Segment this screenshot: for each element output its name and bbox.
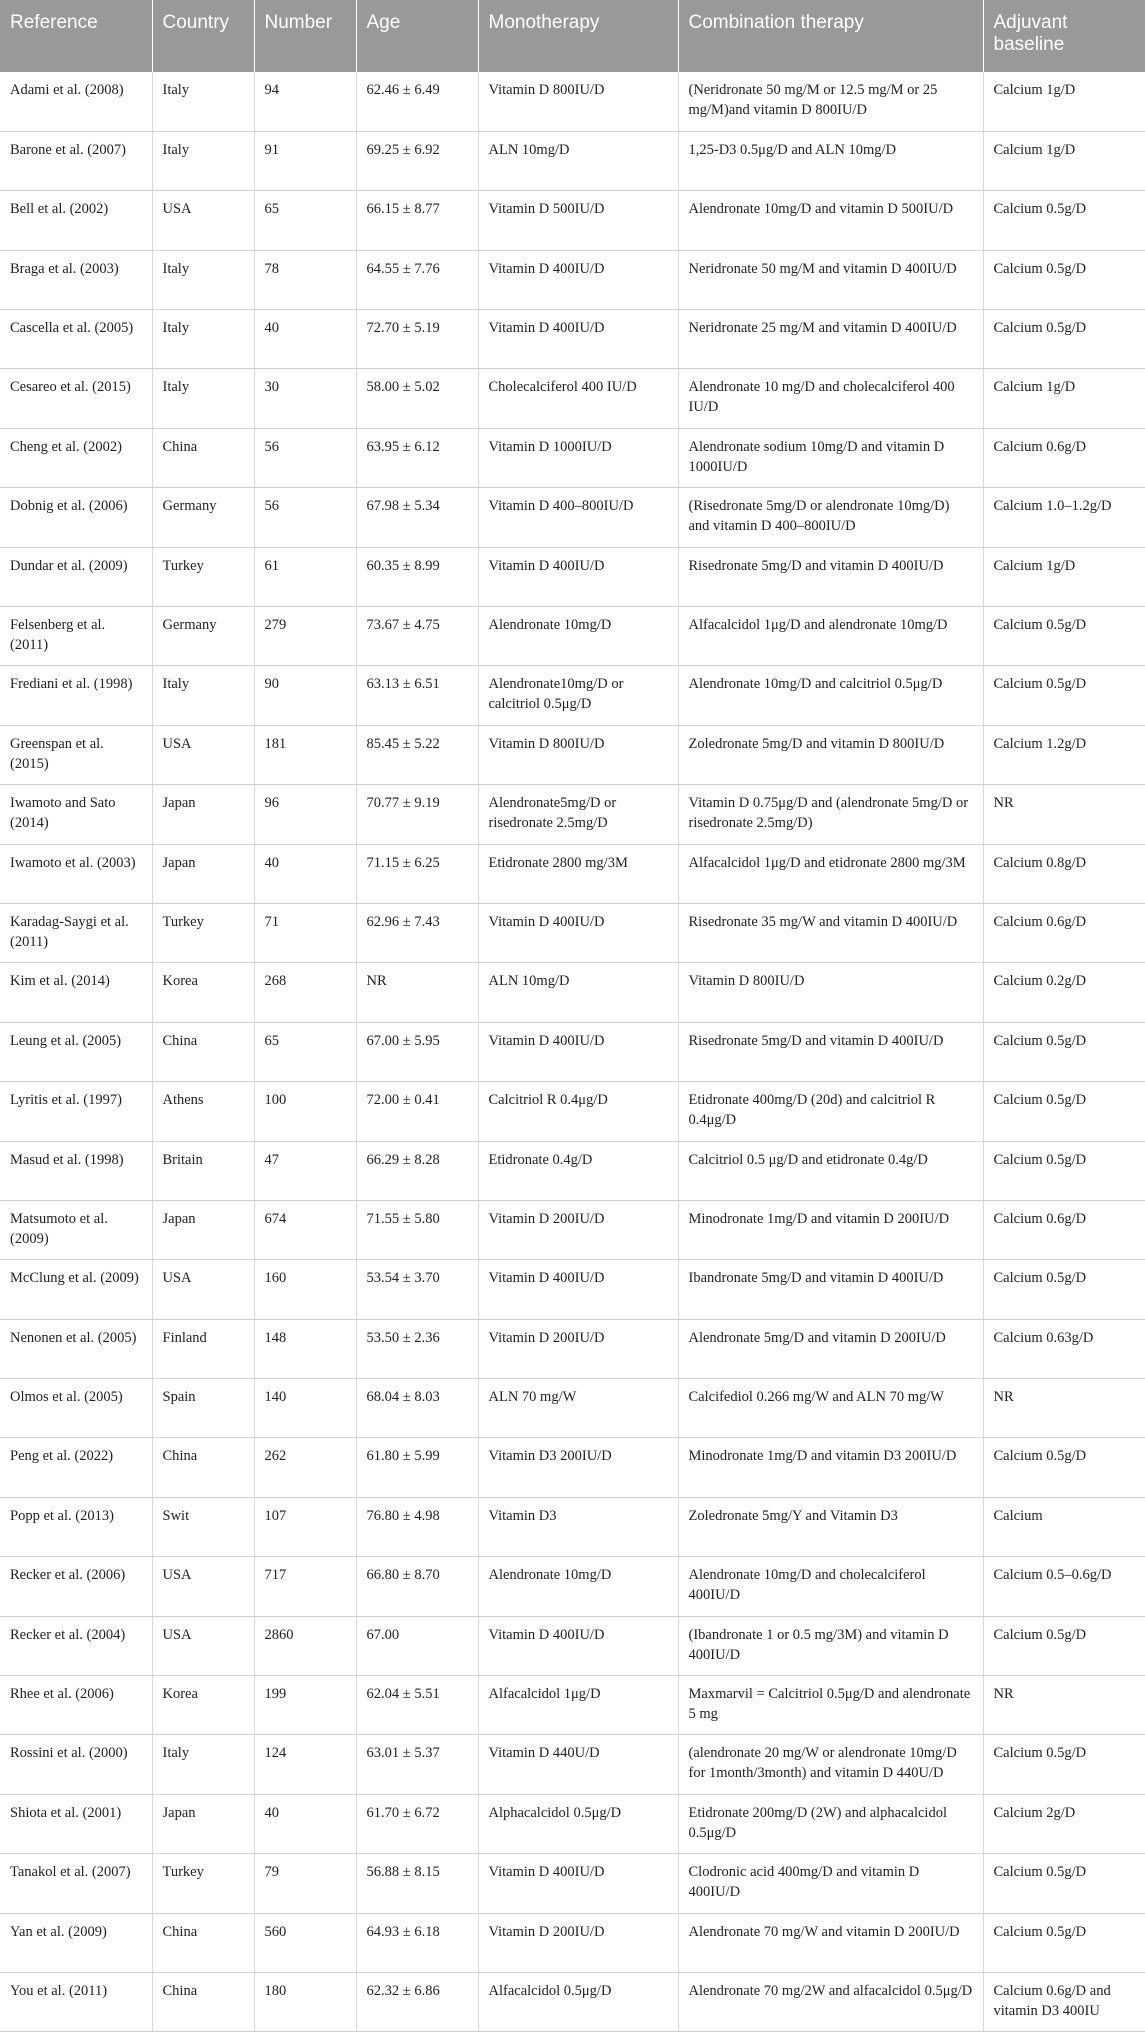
cell-age: 61.80 ± 5.99 (356, 1438, 478, 1497)
cell-age: 62.04 ± 5.51 (356, 1676, 478, 1735)
cell-adjuvant-baseline: Calcium 0.8g/D (983, 844, 1145, 903)
cell-reference: Iwamoto et al. (2003) (0, 844, 152, 903)
cell-number: 94 (254, 72, 356, 131)
cell-number: 65 (254, 1022, 356, 1081)
cell-country: China (152, 1438, 254, 1497)
cell-country: Italy (152, 1735, 254, 1794)
cell-reference: Iwamoto and Sato (2014) (0, 785, 152, 844)
cell-number: 674 (254, 1200, 356, 1259)
cell-country: Japan (152, 1794, 254, 1853)
cell-reference: Popp et al. (2013) (0, 1497, 152, 1556)
cell-number: 140 (254, 1379, 356, 1438)
table-row (0, 963, 1145, 1022)
cell-number: 180 (254, 1973, 356, 2032)
cell-age: 64.93 ± 6.18 (356, 1913, 478, 1972)
cell-reference: Karadag-Saygi et al. (2011) (0, 903, 152, 962)
cell-age: 63.95 ± 6.12 (356, 428, 478, 487)
cell-reference: McClung et al. (2009) (0, 1260, 152, 1319)
cell-combination-therapy: Calcifediol 0.266 mg/W and ALN 70 mg/W (678, 1379, 983, 1438)
cell-age: 71.15 ± 6.25 (356, 844, 478, 903)
column-header-reference: Reference (0, 0, 152, 72)
cell-adjuvant-baseline: Calcium 0.5g/D (983, 191, 1145, 250)
cell-country: Japan (152, 785, 254, 844)
cell-combination-therapy: (Ibandronate 1 or 0.5 mg/3M) and vitamin D 400IU/D (678, 1616, 983, 1675)
cell-country: Germany (152, 488, 254, 547)
cell-adjuvant-baseline: Calcium 1g/D (983, 72, 1145, 131)
cell-adjuvant-baseline: NR (983, 785, 1145, 844)
table-row (0, 1616, 1145, 1675)
cell-age: 67.98 ± 5.34 (356, 488, 478, 547)
cell-combination-therapy: Alendronate 10 mg/D and cholecalciferol 400 IU/D (678, 369, 983, 428)
cell-combination-therapy: Ibandronate 5mg/D and vitamin D 400IU/D (678, 1260, 983, 1319)
cell-monotherapy: Alendronate 10mg/D (478, 1557, 678, 1616)
cell-monotherapy: Vitamin D 400IU/D (478, 310, 678, 369)
cell-age: 58.00 ± 5.02 (356, 369, 478, 428)
cell-country: China (152, 1913, 254, 1972)
column-header-monotherapy: Monotherapy (478, 0, 678, 72)
cell-adjuvant-baseline: Calcium 0.5g/D (983, 1141, 1145, 1200)
cell-adjuvant-baseline: Calcium 0.2g/D (983, 963, 1145, 1022)
cell-country: Turkey (152, 903, 254, 962)
column-header-adjuvant-baseline: Adjuvant baseline (983, 0, 1145, 72)
table-row (0, 1973, 1145, 2032)
cell-adjuvant-baseline: Calcium 0.5–0.6g/D (983, 1557, 1145, 1616)
cell-combination-therapy: Alendronate sodium 10mg/D and vitamin D 1000IU/D (678, 428, 983, 487)
cell-number: 96 (254, 785, 356, 844)
cell-monotherapy: Alendronate10mg/D or calcitriol 0.5μg/D (478, 666, 678, 725)
table-row (0, 131, 1145, 190)
cell-country: Turkey (152, 1854, 254, 1913)
column-header-country: Country (152, 0, 254, 72)
cell-monotherapy: Vitamin D 400IU/D (478, 547, 678, 606)
cell-age: 85.45 ± 5.22 (356, 725, 478, 784)
cell-reference: Masud et al. (1998) (0, 1141, 152, 1200)
table-row (0, 1141, 1145, 1200)
cell-reference: Cheng et al. (2002) (0, 428, 152, 487)
cell-country: Britain (152, 1141, 254, 1200)
cell-age: 67.00 ± 5.95 (356, 1022, 478, 1081)
cell-monotherapy: Vitamin D 400IU/D (478, 1854, 678, 1913)
table-row (0, 666, 1145, 725)
cell-monotherapy: Cholecalciferol 400 IU/D (478, 369, 678, 428)
cell-age: 69.25 ± 6.92 (356, 131, 478, 190)
cell-monotherapy: Vitamin D3 (478, 1497, 678, 1556)
cell-age: 53.54 ± 3.70 (356, 1260, 478, 1319)
cell-reference: Leung et al. (2005) (0, 1022, 152, 1081)
table-row (0, 785, 1145, 844)
table-row (0, 250, 1145, 309)
cell-combination-therapy: Alendronate 10mg/D and vitamin D 500IU/D (678, 191, 983, 250)
cell-adjuvant-baseline: Calcium 2g/D (983, 1794, 1145, 1853)
cell-monotherapy: Vitamin D 400IU/D (478, 1022, 678, 1081)
cell-monotherapy: ALN 70 mg/W (478, 1379, 678, 1438)
cell-reference: Adami et al. (2008) (0, 72, 152, 131)
table-row (0, 1676, 1145, 1735)
cell-combination-therapy: Alfacalcidol 1μg/D and etidronate 2800 mg/3M (678, 844, 983, 903)
cell-monotherapy: Alphacalcidol 0.5μg/D (478, 1794, 678, 1853)
cell-reference: You et al. (2011) (0, 1973, 152, 2032)
cell-adjuvant-baseline: Calcium 0.6g/D (983, 903, 1145, 962)
table-row (0, 1200, 1145, 1259)
cell-age: 61.70 ± 6.72 (356, 1794, 478, 1853)
cell-reference: Shiota et al. (2001) (0, 1794, 152, 1853)
cell-country: Korea (152, 963, 254, 1022)
cell-monotherapy: Vitamin D3 200IU/D (478, 1438, 678, 1497)
cell-combination-therapy: Etidronate 200mg/D (2W) and alphacalcidol 0.5μg/D (678, 1794, 983, 1853)
cell-country: USA (152, 1557, 254, 1616)
cell-age: 66.15 ± 8.77 (356, 191, 478, 250)
cell-country: Italy (152, 72, 254, 131)
cell-monotherapy: Alendronate5mg/D or risedronate 2.5mg/D (478, 785, 678, 844)
cell-country: USA (152, 1260, 254, 1319)
cell-combination-therapy: (Neridronate 50 mg/M or 12.5 mg/M or 25 mg/M)and vitamin D 800IU/D (678, 72, 983, 131)
cell-country: Spain (152, 1379, 254, 1438)
cell-adjuvant-baseline: Calcium 1.2g/D (983, 725, 1145, 784)
table-row (0, 1319, 1145, 1378)
cell-monotherapy: Vitamin D 400IU/D (478, 1260, 678, 1319)
cell-reference: Yan et al. (2009) (0, 1913, 152, 1972)
table-row (0, 1082, 1145, 1141)
cell-age: 60.35 ± 8.99 (356, 547, 478, 606)
table-row (0, 488, 1145, 547)
cell-reference: Recker et al. (2004) (0, 1616, 152, 1675)
cell-monotherapy: ALN 10mg/D (478, 131, 678, 190)
cell-number: 2860 (254, 1616, 356, 1675)
cell-adjuvant-baseline: Calcium 0.5g/D (983, 250, 1145, 309)
cell-combination-therapy: Neridronate 50 mg/M and vitamin D 400IU/D (678, 250, 983, 309)
cell-adjuvant-baseline: Calcium 0.6g/D and vitamin D3 400IU (983, 1973, 1145, 2032)
cell-combination-therapy: Alendronate 70 mg/W and vitamin D 200IU/D (678, 1913, 983, 1972)
cell-number: 71 (254, 903, 356, 962)
cell-number: 268 (254, 963, 356, 1022)
table-row (0, 1557, 1145, 1616)
cell-adjuvant-baseline: Calcium 0.5g/D (983, 607, 1145, 666)
table-row (0, 607, 1145, 666)
cell-number: 78 (254, 250, 356, 309)
cell-age: 70.77 ± 9.19 (356, 785, 478, 844)
cell-monotherapy: Vitamin D 800IU/D (478, 72, 678, 131)
cell-reference: Braga et al. (2003) (0, 250, 152, 309)
cell-adjuvant-baseline: Calcium 0.5g/D (983, 1735, 1145, 1794)
cell-monotherapy: Vitamin D 400IU/D (478, 903, 678, 962)
table-row (0, 191, 1145, 250)
cell-adjuvant-baseline: Calcium 1.0–1.2g/D (983, 488, 1145, 547)
cell-reference: Felsenberg et al. (2011) (0, 607, 152, 666)
cell-country: Italy (152, 250, 254, 309)
cell-monotherapy: Vitamin D 440U/D (478, 1735, 678, 1794)
cell-number: 262 (254, 1438, 356, 1497)
cell-monotherapy: Vitamin D 400IU/D (478, 1616, 678, 1675)
cell-adjuvant-baseline: Calcium 0.63g/D (983, 1319, 1145, 1378)
cell-monotherapy: Vitamin D 200IU/D (478, 1319, 678, 1378)
cell-adjuvant-baseline: Calcium 0.5g/D (983, 310, 1145, 369)
table-row (0, 310, 1145, 369)
cell-number: 107 (254, 1497, 356, 1556)
cell-country: Italy (152, 131, 254, 190)
cell-combination-therapy: (Risedronate 5mg/D or alendronate 10mg/D) and vitamin D 400–800IU/D (678, 488, 983, 547)
cell-combination-therapy: Vitamin D 0.75μg/D and (alendronate 5mg/D or risedronate 2.5mg/D) (678, 785, 983, 844)
cell-reference: Kim et al. (2014) (0, 963, 152, 1022)
cell-number: 56 (254, 428, 356, 487)
cell-combination-therapy: Risedronate 5mg/D and vitamin D 400IU/D (678, 1022, 983, 1081)
cell-monotherapy: Vitamin D 200IU/D (478, 1913, 678, 1972)
column-header-number: Number (254, 0, 356, 72)
cell-monotherapy: Etidronate 2800 mg/3M (478, 844, 678, 903)
cell-adjuvant-baseline: Calcium 0.5g/D (983, 666, 1145, 725)
cell-adjuvant-baseline: Calcium 1g/D (983, 547, 1145, 606)
cell-number: 181 (254, 725, 356, 784)
cell-country: Italy (152, 310, 254, 369)
cell-country: China (152, 428, 254, 487)
cell-combination-therapy: Maxmarvil = Calcitriol 0.5μg/D and alendronate 5 mg (678, 1676, 983, 1735)
cell-age: 71.55 ± 5.80 (356, 1200, 478, 1259)
table-body (0, 72, 1145, 2032)
table-row (0, 1438, 1145, 1497)
cell-adjuvant-baseline: Calcium 1g/D (983, 369, 1145, 428)
table-row (0, 725, 1145, 784)
cell-age: 62.46 ± 6.49 (356, 72, 478, 131)
cell-reference: Frediani et al. (1998) (0, 666, 152, 725)
cell-number: 717 (254, 1557, 356, 1616)
cell-adjuvant-baseline: Calcium 0.6g/D (983, 428, 1145, 487)
cell-number: 61 (254, 547, 356, 606)
cell-combination-therapy: (alendronate 20 mg/W or alendronate 10mg/D for 1month/3month) and vitamin D 440U/D (678, 1735, 983, 1794)
cell-number: 30 (254, 369, 356, 428)
cell-monotherapy: Vitamin D 500IU/D (478, 191, 678, 250)
cell-number: 79 (254, 1854, 356, 1913)
cell-number: 100 (254, 1082, 356, 1141)
cell-age: 63.13 ± 6.51 (356, 666, 478, 725)
cell-reference: Rossini et al. (2000) (0, 1735, 152, 1794)
table-row (0, 1022, 1145, 1081)
cell-country: Finland (152, 1319, 254, 1378)
cell-combination-therapy: Neridronate 25 mg/M and vitamin D 400IU/D (678, 310, 983, 369)
cell-combination-therapy: Calcitriol 0.5 μg/D and etidronate 0.4g/D (678, 1141, 983, 1200)
cell-country: China (152, 1022, 254, 1081)
cell-number: 560 (254, 1913, 356, 1972)
cell-age: 56.88 ± 8.15 (356, 1854, 478, 1913)
cell-reference: Barone et al. (2007) (0, 131, 152, 190)
cell-reference: Peng et al. (2022) (0, 1438, 152, 1497)
cell-age: 68.04 ± 8.03 (356, 1379, 478, 1438)
cell-country: Athens (152, 1082, 254, 1141)
cell-adjuvant-baseline: Calcium 0.5g/D (983, 1022, 1145, 1081)
cell-combination-therapy: Alfacalcidol 1μg/D and alendronate 10mg/D (678, 607, 983, 666)
cell-combination-therapy: Etidronate 400mg/D (20d) and calcitriol R 0.4μg/D (678, 1082, 983, 1141)
table-row (0, 547, 1145, 606)
cell-combination-therapy: Risedronate 5mg/D and vitamin D 400IU/D (678, 547, 983, 606)
cell-country: Germany (152, 607, 254, 666)
table-row (0, 1794, 1145, 1853)
cell-age: 66.29 ± 8.28 (356, 1141, 478, 1200)
cell-reference: Matsumoto et al. (2009) (0, 1200, 152, 1259)
cell-age: 76.80 ± 4.98 (356, 1497, 478, 1556)
cell-number: 40 (254, 310, 356, 369)
cell-combination-therapy: Zoledronate 5mg/Y and Vitamin D3 (678, 1497, 983, 1556)
cell-combination-therapy: Alendronate 10mg/D and cholecalciferol 400IU/D (678, 1557, 983, 1616)
cell-monotherapy: Alendronate 10mg/D (478, 607, 678, 666)
table-row (0, 1735, 1145, 1794)
cell-country: Italy (152, 666, 254, 725)
cell-reference: Dobnig et al. (2006) (0, 488, 152, 547)
cell-age: 67.00 (356, 1616, 478, 1675)
cell-adjuvant-baseline: Calcium 0.5g/D (983, 1854, 1145, 1913)
cell-monotherapy: Etidronate 0.4g/D (478, 1141, 678, 1200)
cell-country: USA (152, 1616, 254, 1675)
cell-number: 65 (254, 191, 356, 250)
cell-age: 64.55 ± 7.76 (356, 250, 478, 309)
cell-adjuvant-baseline: Calcium 0.5g/D (983, 1438, 1145, 1497)
cell-age: 53.50 ± 2.36 (356, 1319, 478, 1378)
cell-reference: Dundar et al. (2009) (0, 547, 152, 606)
cell-country: Japan (152, 844, 254, 903)
cell-adjuvant-baseline: Calcium 0.5g/D (983, 1082, 1145, 1141)
cell-monotherapy: Alfacalcidol 0.5μg/D (478, 1973, 678, 2032)
cell-monotherapy: Vitamin D 400–800IU/D (478, 488, 678, 547)
cell-number: 90 (254, 666, 356, 725)
cell-adjuvant-baseline: NR (983, 1379, 1145, 1438)
cell-combination-therapy: Alendronate 5mg/D and vitamin D 200IU/D (678, 1319, 983, 1378)
column-header-age: Age (356, 0, 478, 72)
cell-monotherapy: Alfacalcidol 1μg/D (478, 1676, 678, 1735)
cell-combination-therapy: Minodronate 1mg/D and vitamin D3 200IU/D (678, 1438, 983, 1497)
cell-reference: Olmos et al. (2005) (0, 1379, 152, 1438)
cell-adjuvant-baseline: NR (983, 1676, 1145, 1735)
cell-reference: Cascella et al. (2005) (0, 310, 152, 369)
cell-country: Italy (152, 369, 254, 428)
cell-number: 91 (254, 131, 356, 190)
cell-age: NR (356, 963, 478, 1022)
cell-adjuvant-baseline: Calcium 0.5g/D (983, 1913, 1145, 1972)
cell-country: USA (152, 191, 254, 250)
cell-number: 40 (254, 844, 356, 903)
cell-age: 72.70 ± 5.19 (356, 310, 478, 369)
cell-reference: Lyritis et al. (1997) (0, 1082, 152, 1141)
column-header-combination-therapy: Combination therapy (678, 0, 983, 72)
cell-country: Korea (152, 1676, 254, 1735)
cell-country: Turkey (152, 547, 254, 606)
table-row (0, 903, 1145, 962)
cell-reference: Bell et al. (2002) (0, 191, 152, 250)
cell-combination-therapy: Alendronate 10mg/D and calcitriol 0.5μg/D (678, 666, 983, 725)
cell-reference: Greenspan et al. (2015) (0, 725, 152, 784)
table-row (0, 844, 1145, 903)
cell-adjuvant-baseline: Calcium 0.6g/D (983, 1200, 1145, 1259)
cell-monotherapy: ALN 10mg/D (478, 963, 678, 1022)
cell-country: Swit (152, 1497, 254, 1556)
header-row (0, 0, 1145, 72)
table-row (0, 1379, 1145, 1438)
cell-age: 63.01 ± 5.37 (356, 1735, 478, 1794)
table-row (0, 428, 1145, 487)
cell-reference: Tanakol et al. (2007) (0, 1854, 152, 1913)
cell-adjuvant-baseline: Calcium 0.5g/D (983, 1260, 1145, 1319)
cell-monotherapy: Vitamin D 800IU/D (478, 725, 678, 784)
cell-number: 199 (254, 1676, 356, 1735)
cell-number: 279 (254, 607, 356, 666)
cell-adjuvant-baseline: Calcium 1g/D (983, 131, 1145, 190)
table-row (0, 1260, 1145, 1319)
cell-number: 124 (254, 1735, 356, 1794)
cell-combination-therapy: Risedronate 35 mg/W and vitamin D 400IU/D (678, 903, 983, 962)
cell-number: 40 (254, 1794, 356, 1853)
cell-adjuvant-baseline: Calcium 0.5g/D (983, 1616, 1145, 1675)
table-row (0, 369, 1145, 428)
cell-combination-therapy: 1,25-D3 0.5μg/D and ALN 10mg/D (678, 131, 983, 190)
cell-country: Japan (152, 1200, 254, 1259)
cell-combination-therapy: Clodronic acid 400mg/D and vitamin D 400IU/D (678, 1854, 983, 1913)
cell-monotherapy: Vitamin D 200IU/D (478, 1200, 678, 1259)
cell-country: USA (152, 725, 254, 784)
cell-number: 56 (254, 488, 356, 547)
cell-reference: Recker et al. (2006) (0, 1557, 152, 1616)
cell-monotherapy: Calcitriol R 0.4μg/D (478, 1082, 678, 1141)
cell-monotherapy: Vitamin D 1000IU/D (478, 428, 678, 487)
cell-combination-therapy: Vitamin D 800IU/D (678, 963, 983, 1022)
cell-age: 62.96 ± 7.43 (356, 903, 478, 962)
table-row (0, 1854, 1145, 1913)
cell-country: China (152, 1973, 254, 2032)
table-row (0, 1913, 1145, 1972)
cell-combination-therapy: Zoledronate 5mg/D and vitamin D 800IU/D (678, 725, 983, 784)
table-row (0, 1497, 1145, 1556)
cell-reference: Cesareo et al. (2015) (0, 369, 152, 428)
cell-age: 72.00 ± 0.41 (356, 1082, 478, 1141)
table-row (0, 72, 1145, 131)
cell-reference: Rhee et al. (2006) (0, 1676, 152, 1735)
cell-number: 47 (254, 1141, 356, 1200)
cell-adjuvant-baseline: Calcium (983, 1497, 1145, 1556)
cell-combination-therapy: Minodronate 1mg/D and vitamin D 200IU/D (678, 1200, 983, 1259)
cell-number: 148 (254, 1319, 356, 1378)
cell-monotherapy: Vitamin D 400IU/D (478, 250, 678, 309)
cell-age: 62.32 ± 6.86 (356, 1973, 478, 2032)
cell-reference: Nenonen et al. (2005) (0, 1319, 152, 1378)
cell-age: 73.67 ± 4.75 (356, 607, 478, 666)
cell-combination-therapy: Alendronate 70 mg/2W and alfacalcidol 0.5μg/D (678, 1973, 983, 2032)
cell-number: 160 (254, 1260, 356, 1319)
cell-age: 66.80 ± 8.70 (356, 1557, 478, 1616)
